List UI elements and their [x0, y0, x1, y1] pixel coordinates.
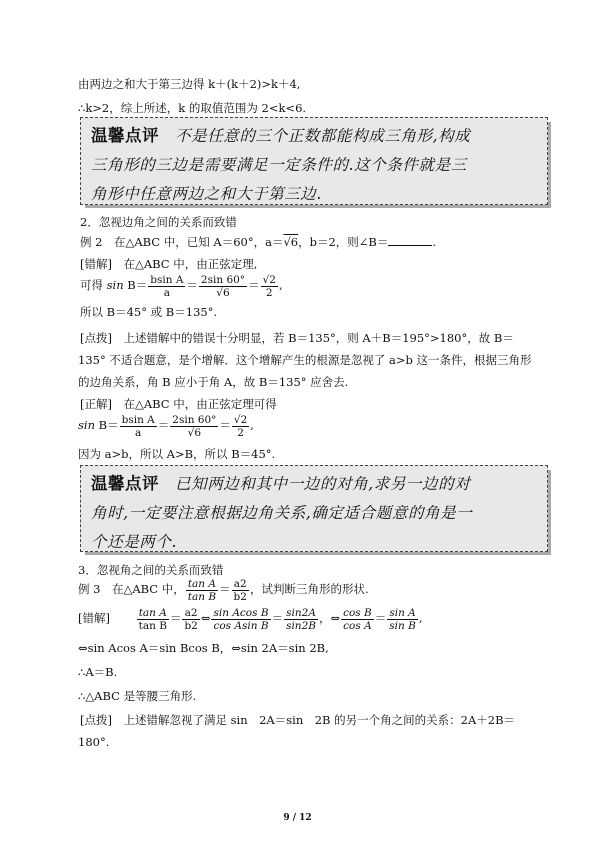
tip-tag: 温馨点评: [91, 126, 159, 145]
text-line: 因为 a>b，所以 A>B，所以 B＝45°.: [78, 447, 276, 461]
correct-solution-label: [正解] 在△ABC 中，由正弦定理可得: [80, 397, 277, 411]
formula-line: [错解] $\frac{\text{tan A}}{\text{tan B}}$ ＝ $\frac{a2}{b2}$ ⇔ $\frac{\text{sin Acos B}}{\text{cos Asin B}}$ ＝ $\frac{\sin 2A}{\sin 2B}$ ，⇔ $\frac{\text{cos B}}{\text{cos A}}$ ＝ $\frac{\text{sin A}}{\text{sin B}}$ ,: [78, 606, 423, 632]
tip-tag: 温馨点评: [91, 474, 159, 493]
tip-box-2: [80, 465, 548, 552]
wrong-solution-label: [错解] 在△ABC 中，由正弦定理,: [80, 257, 258, 271]
text-line: ∴△ABC 是等腰三角形.: [78, 689, 197, 703]
remark-line: 180°.: [78, 735, 110, 749]
tip-line: 角时,一定要注意根据边角关系,确定适合题意的角是一: [91, 504, 473, 522]
section-heading: 2．忽视边角之间的关系而致错: [80, 215, 237, 229]
section-heading: 3．忽视角之间的关系而致错: [78, 563, 224, 577]
remark-line: 的边角关系，角 B 应小于角 A，故 B＝135° 应舍去.: [78, 375, 349, 389]
answer-blank[interactable]: [388, 235, 432, 246]
example-3: 例 3 在△ABC 中， $\frac{\text{tan A}}{\text{tan B}}$ ＝ $\frac{a2}{b2}$ ，试判断三角形的形状.: [78, 577, 369, 603]
text-line: ⇔sin Acos A＝sin Bcos B，⇔sin 2A＝sin 2B,: [78, 641, 329, 655]
remark-line: [点拨] 上述错解忽视了满足 sin 2A＝sin 2B 的另一个角之间的关系：2A＋2B＝: [80, 713, 516, 727]
tip-line: 角形中任意两边之和大于第三边.: [91, 185, 322, 203]
tip-box-1: [80, 117, 548, 205]
formula-line: 可得 sin B＝ $\frac{\text{bsin A}}{a}$ ＝ $\frac{2\sin 60^\circ}{√6}$ ＝ $\frac{√2}{2}$ ,: [80, 273, 283, 299]
tip-line: 已知两边和其中一边的对角,求另一边的对: [175, 475, 471, 493]
text-line: 所以 B＝45° 或 B＝135°.: [80, 305, 218, 319]
text-line: 由两边之和大于第三边得 k＋(k＋2)>k＋4,: [78, 77, 301, 91]
tip-line: 三角形的三边是需要满足一定条件的.这个条件就是三: [91, 156, 467, 174]
formula-line: sin B＝ $\frac{\text{bsin A}}{a}$ ＝ $\frac{2\sin 60^\circ}{√6}$ ＝ $\frac{√2}{2}$ ,: [78, 413, 254, 439]
text-line: ∴k>2，综上所述，k 的取值范围为 2<k<6.: [78, 101, 307, 115]
page-number: 9 / 12: [283, 813, 312, 823]
example-2: 例 2 在△ABC 中，已知 A＝60°，a＝√6，b＝2，则∠B＝ .: [80, 235, 437, 249]
remark-line: [点拨] 上述错解中的错误十分明显，若 B＝135°，则 A＋B＝195°>180°，故 B＝: [80, 331, 514, 345]
tip-line: 个还是两个.: [91, 533, 178, 551]
tip-line: 不是任意的三个正数都能构成三角形,构成: [175, 127, 471, 145]
text-line: ∴A＝B.: [78, 665, 118, 679]
remark-line: 135° 不适合题意，是个增解．这个增解产生的根源是忽视了 a>b 这一条件，根据三角形: [78, 353, 532, 367]
